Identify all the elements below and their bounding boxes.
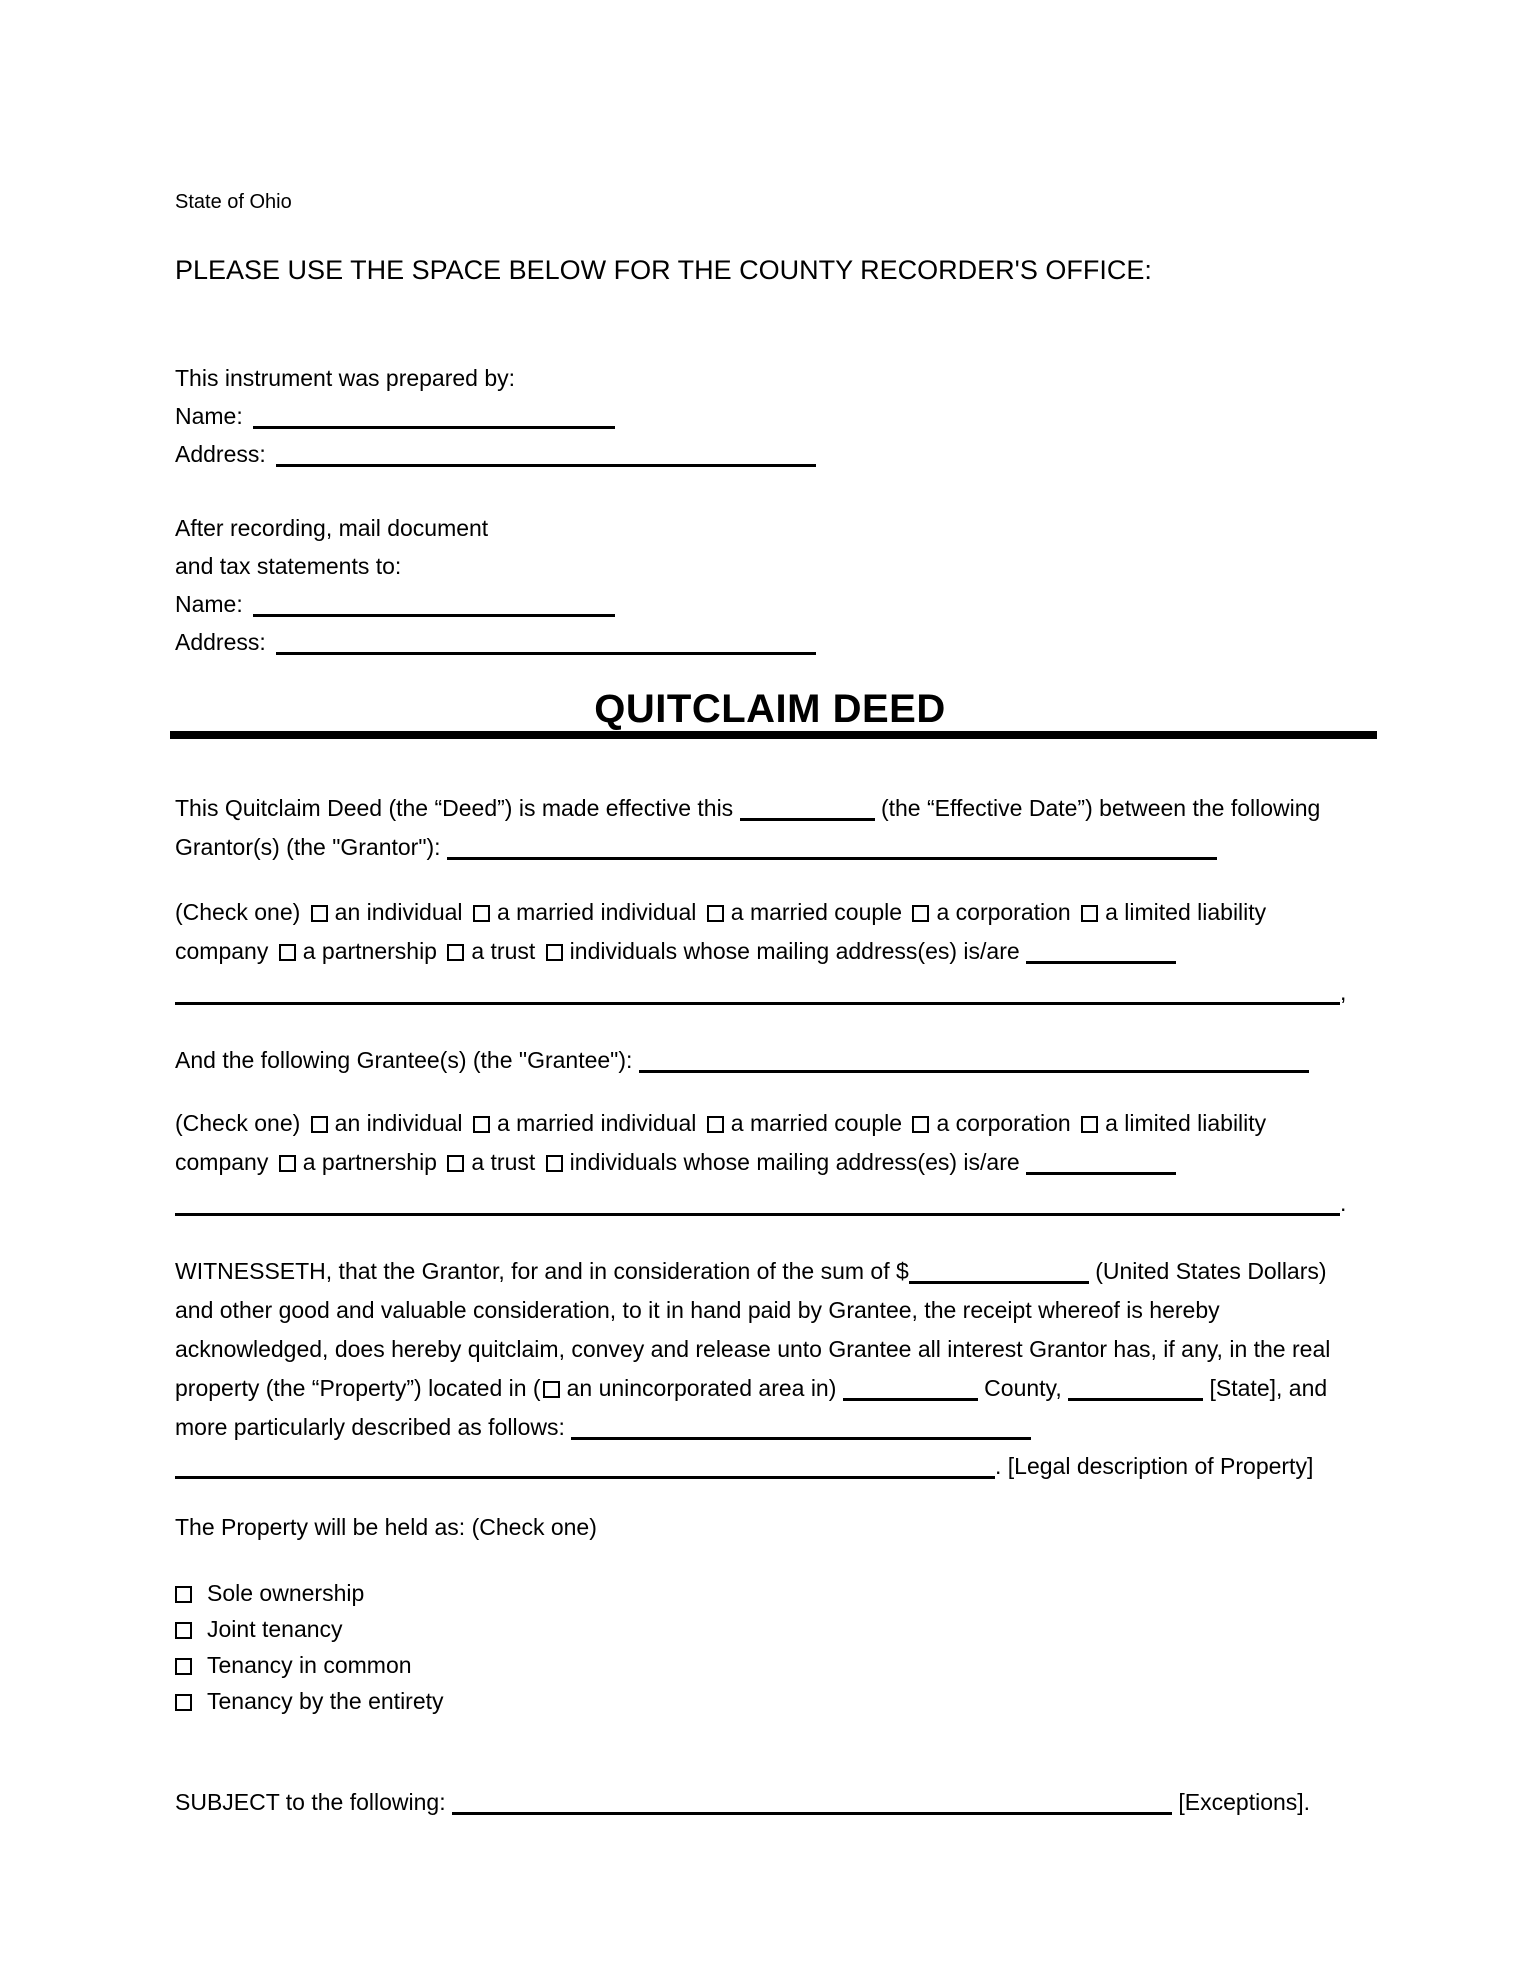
mail-to-address-label: Address: xyxy=(175,629,266,655)
effective-date-blank[interactable] xyxy=(740,809,875,821)
mail-to-address-row xyxy=(175,623,1365,661)
grantor-option-a-trust: a trust xyxy=(471,938,536,964)
witnesseth-county-suffix: County, xyxy=(984,1375,1062,1401)
witnesseth-unincorporated-option: an unincorporated area in) xyxy=(566,1375,837,1401)
grantor-line-punctuation: , xyxy=(1340,979,1347,1005)
grantee-checkbox-a-corporation[interactable] xyxy=(912,1116,929,1133)
checkbox-tenancy-by-the-entirety[interactable] xyxy=(175,1694,192,1711)
prepared-by-name-row xyxy=(175,397,1365,435)
held-as-item-tenancy-by-the-entirety xyxy=(175,1683,1365,1719)
subject-line xyxy=(175,1783,1365,1822)
grantee-option-a-corporation: a corporation xyxy=(936,1110,1071,1136)
grantee-option-individuals-mailing-address: individuals whose mailing address(es) is/are xyxy=(569,1149,1020,1175)
checkbox-joint-tenancy[interactable] xyxy=(175,1622,192,1639)
page-content xyxy=(175,0,1365,1822)
grantee-option-a-partnership: a partnership xyxy=(302,1149,437,1175)
grantee-option-a-limited-liability-company: a limited liability company xyxy=(175,1110,1267,1175)
grantor-checkbox-a-trust[interactable] xyxy=(447,944,464,961)
checkbox-tenancy-in-common[interactable] xyxy=(175,1658,192,1675)
witnesseth-legal-tail: . [Legal description of Property] xyxy=(995,1453,1314,1479)
legal-description-blank-2[interactable] xyxy=(175,1467,995,1479)
prepared-by-address-row xyxy=(175,435,1365,473)
grantee-checkbox-a-trust[interactable] xyxy=(447,1155,464,1172)
intro-before-date: This Quitclaim Deed (the “Deed”) is made effective this xyxy=(175,795,734,821)
checkbox-sole-ownership[interactable] xyxy=(175,1586,192,1603)
consideration-amount-blank[interactable] xyxy=(909,1272,1089,1284)
grantor-check-one-label: (Check one) xyxy=(175,899,301,925)
grantee-option-an-individual: an individual xyxy=(334,1110,463,1136)
grantor-checkbox-a-married-couple[interactable] xyxy=(707,905,724,922)
grantor-mailing-address-blank-line2[interactable] xyxy=(175,993,1340,1005)
document-title: QUITCLAIM DEED xyxy=(594,687,946,731)
held-as-label-tenancy-in-common: Tenancy in common xyxy=(207,1652,412,1678)
held-as-item-tenancy-in-common xyxy=(175,1647,1365,1683)
grantee-checkbox-a-married-individual[interactable] xyxy=(473,1116,490,1133)
witnesseth-after-sum: (United States Dollars) and other good and valuable consideration, to it in hand paid by Grantee, the receipt whereof is hereby acknowledged, does hereby quitclaim, convey and release unto Grantee all interest Grantor has, if any, in the real property (the “Property”) located in ( xyxy=(175,1258,1331,1401)
grantor-mailing-address-blank[interactable] xyxy=(1026,952,1176,964)
grantor-option-an-individual: an individual xyxy=(334,899,463,925)
intro-after-date: (the “Effective Date”) between the following Grantor(s) (the "Grantor"): xyxy=(175,795,1321,860)
grantor-option-a-limited-liability-company: a limited liability company xyxy=(175,899,1267,964)
intro-paragraph xyxy=(175,789,1365,867)
prepared-by-name-label: Name: xyxy=(175,403,243,429)
prepared-by-heading: This instrument was prepared by: xyxy=(175,365,516,391)
mail-to-name-blank[interactable] xyxy=(253,605,615,617)
grantor-option-a-corporation: a corporation xyxy=(936,899,1071,925)
recorder-notice: PLEASE USE THE SPACE BELOW FOR THE COUNTY RECORDER'S OFFICE: xyxy=(175,255,1152,285)
grantee-option-a-married-individual: a married individual xyxy=(496,1110,697,1136)
title-rule xyxy=(170,731,1377,739)
legal-description-blank-1[interactable] xyxy=(571,1428,1031,1440)
grantee-check-one-label: (Check one) xyxy=(175,1110,301,1136)
checkbox-unincorporated-area[interactable] xyxy=(543,1381,560,1398)
grantor-option-a-married-couple: a married couple xyxy=(730,899,903,925)
grantee-checkbox-a-limited-liability-company[interactable] xyxy=(1081,1116,1098,1133)
grantee-mailing-address-line2 xyxy=(175,1188,1365,1218)
mail-to-heading-line2: and tax statements to: xyxy=(175,553,402,579)
mail-to-name-label: Name: xyxy=(175,591,243,617)
held-as-heading: The Property will be held as: (Check one) xyxy=(175,1514,597,1540)
grantor-mailing-address-line2 xyxy=(175,977,1365,1007)
prepared-by-block xyxy=(175,359,1365,473)
mail-to-heading-line1: After recording, mail document xyxy=(175,515,489,541)
grantor-checkbox-a-married-individual[interactable] xyxy=(473,905,490,922)
subject-exceptions-blank[interactable] xyxy=(452,1803,1172,1815)
grantor-checkbox-an-individual[interactable] xyxy=(311,905,328,922)
grantor-checkbox-a-limited-liability-company[interactable] xyxy=(1081,905,1098,922)
subject-tail: [Exceptions]. xyxy=(1178,1789,1311,1815)
grantee-line-punctuation: . xyxy=(1340,1190,1347,1216)
grantor-type-paragraph xyxy=(175,893,1365,971)
grantor-option-a-married-individual: a married individual xyxy=(496,899,697,925)
grantee-checkbox-an-individual[interactable] xyxy=(311,1116,328,1133)
grantor-option-a-partnership: a partnership xyxy=(302,938,437,964)
grantee-mailing-address-blank[interactable] xyxy=(1026,1163,1176,1175)
grantee-names-blank[interactable] xyxy=(639,1061,1309,1073)
prepared-by-name-blank[interactable] xyxy=(253,417,615,429)
grantee-option-a-married-couple: a married couple xyxy=(730,1110,903,1136)
witnesseth-state-suffix: [State], and more particularly described as follows: xyxy=(175,1375,1328,1440)
mail-to-name-row xyxy=(175,585,1365,623)
grantee-option-a-trust: a trust xyxy=(471,1149,536,1175)
held-as-item-joint-tenancy xyxy=(175,1611,1365,1647)
witnesseth-before-sum: WITNESSETH, that the Grantor, for and in consideration of the sum of $ xyxy=(175,1258,909,1284)
grantor-checkbox-a-corporation[interactable] xyxy=(912,905,929,922)
grantee-intro-line xyxy=(175,1041,1365,1080)
grantee-intro-label: And the following Grantee(s) (the "Grantee"): xyxy=(175,1047,633,1073)
held-as-options-list xyxy=(175,1575,1365,1719)
held-as-label-sole-ownership: Sole ownership xyxy=(207,1580,365,1606)
grantee-mailing-address-blank-line2[interactable] xyxy=(175,1204,1340,1216)
subject-label: SUBJECT to the following: xyxy=(175,1789,446,1815)
held-as-label-tenancy-by-the-entirety: Tenancy by the entirety xyxy=(207,1688,444,1714)
witnesseth-paragraph xyxy=(175,1252,1365,1486)
held-as-item-sole-ownership xyxy=(175,1575,1365,1611)
grantor-option-individuals-mailing-address: individuals whose mailing address(es) is/are xyxy=(569,938,1020,964)
grantor-checkbox-individuals-mailing-address[interactable] xyxy=(546,944,563,961)
mail-to-block xyxy=(175,509,1365,661)
grantor-names-blank[interactable] xyxy=(447,848,1217,860)
grantor-checkbox-a-partnership[interactable] xyxy=(279,944,296,961)
county-blank[interactable] xyxy=(843,1389,978,1401)
held-as-label-joint-tenancy: Joint tenancy xyxy=(207,1616,343,1642)
state-blank[interactable] xyxy=(1068,1389,1203,1401)
grantee-type-paragraph xyxy=(175,1104,1365,1182)
grantee-checkbox-a-married-couple[interactable] xyxy=(707,1116,724,1133)
grantee-checkbox-a-partnership[interactable] xyxy=(279,1155,296,1172)
prepared-by-address-label: Address: xyxy=(175,441,266,467)
state-label: State of Ohio xyxy=(175,191,292,213)
mail-to-address-blank[interactable] xyxy=(276,643,816,655)
prepared-by-address-blank[interactable] xyxy=(276,455,816,467)
grantee-checkbox-individuals-mailing-address[interactable] xyxy=(546,1155,563,1172)
